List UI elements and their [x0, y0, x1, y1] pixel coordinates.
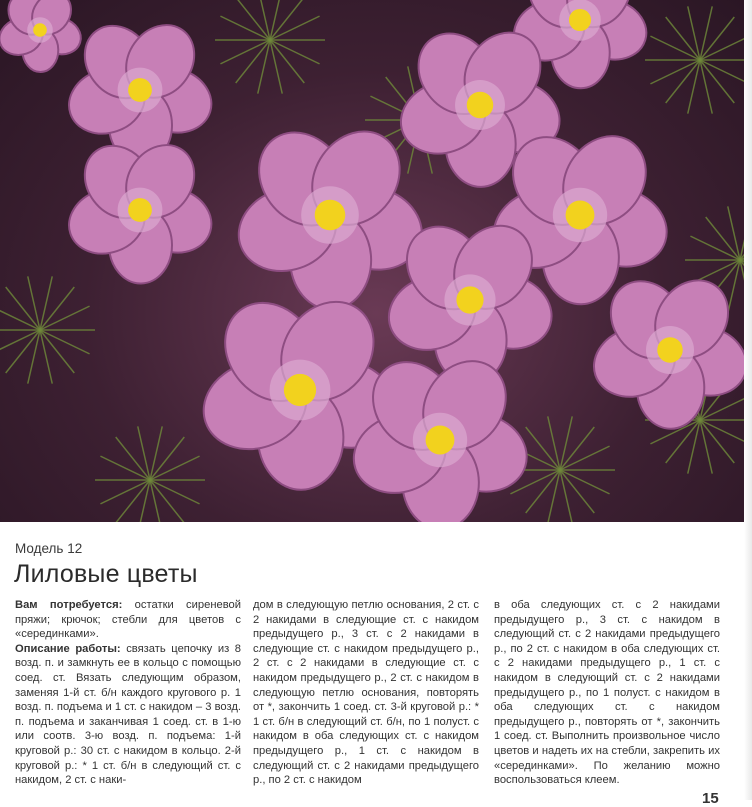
pine-needle [270, 0, 282, 40]
flower-center [33, 23, 47, 37]
flower-center [467, 92, 494, 119]
materials-paragraph [15, 598, 241, 642]
pine-needle [40, 330, 90, 354]
pine-needle [150, 480, 162, 522]
pine-needle [560, 470, 610, 494]
pine-needle [100, 456, 150, 480]
flower-center [566, 201, 595, 230]
page-edge-shadow [744, 0, 752, 800]
materials-text: остатки сиреневой пряжи; крючок; стебли для цветов с «серединками». [15, 599, 242, 641]
flower-center [657, 337, 683, 363]
text-column-2 [253, 598, 479, 788]
pine-needle [270, 40, 320, 64]
pine-needle [560, 446, 610, 470]
pine-needle [700, 396, 750, 420]
pine-needle [700, 420, 750, 444]
flower-center [315, 200, 346, 231]
column-3-text: в оба следующих ст. с 2 накидами предыдущего р., 3 ст. с накидом в следующий ст. с 2 накидами предыдущего р., по 2 ст. с накидом в оба следующих ст. с 2 накидами предыдущего р., 1 ст. с накидом в следующий ст. с 2 накидами предыдущего р., по 1 полуст. с накидом в оба следующих ст. с накидом предыдущего р., повторять от *, закончить 1 соед. ст. Выполнить произвольное число цветов и надеть их на стебли, закрепить их «серединками». По желанию можно воспользоваться клеем. [494, 599, 720, 787]
pine-needle [270, 16, 320, 40]
pine-needle [700, 36, 750, 60]
model-label: Модель 12 [15, 541, 83, 556]
pine-needle [150, 480, 200, 504]
pine-needle [700, 60, 750, 84]
instructions-text: связать цепочку из 8 возд. п. и замкнуть ее в кольцо с помощью соед. ст. Вязать следующим образом, заменяя 1-й ст. б/н каждого кругового р. 1 возд. п. подъема и 1 ст. с накидом – 3 возд. п. подъема и заканчивая 1 соед. ст. в 1-ю или соотв. 3-ю возд. п. подъема: 1-й круговой р.: 30 ст. с накидом в кольцо. 2-й круговой р.: * 1 ст. б/н в следующий ст. с накидом, 2 ст. с наки- [15, 642, 241, 787]
materials-label: Вам потребуется: [15, 599, 123, 611]
pine-needle [650, 36, 700, 60]
pine-needle [220, 40, 270, 64]
pine-needle [0, 330, 40, 354]
flower-center [128, 78, 152, 102]
pine-needle [150, 456, 200, 480]
pine-needle [258, 0, 270, 40]
flower-center [426, 426, 455, 455]
text-column-1 [15, 598, 241, 788]
pine-needle [650, 60, 700, 84]
pine-needle [0, 306, 40, 330]
page-title: Лиловые цветы [14, 560, 198, 588]
instructions-paragraph [15, 642, 241, 788]
pine-needle [40, 306, 90, 330]
pine-needle [690, 236, 740, 260]
pine-needle [138, 480, 150, 522]
pine-needle [220, 16, 270, 40]
flower-center [569, 9, 591, 31]
flower-center [456, 286, 483, 313]
pine-needle [100, 480, 150, 504]
page-number: 15 [702, 790, 719, 807]
flower-center [128, 198, 152, 222]
text-column-3 [494, 598, 720, 788]
flower-center [284, 374, 316, 406]
column-2-text: дом в следующую петлю основания, 2 ст. с 2 накидами в следующие ст. с накидом предыдущего р., 3 ст. с 2 накидами в следующие ст. с накидом предыдущего р., 2 ст. с 2 накидами в следующие ст. с накидом предыдущего р., 2 ст. с накидом в следующую петлю основания, повторять от *, закончить 1 соед. ст. 3-й круговой р.: * 1 ст. б/н в следующий ст. б/н, по 1 полуст. с накидом в оба следующих ст. с накидом предыдущего р., 1 ст. с накидом в следующий ст. с 2 накидами предыдущего р., по 2 ст. с накидом [253, 599, 479, 787]
instructions-label: Описание работы: [15, 642, 121, 655]
